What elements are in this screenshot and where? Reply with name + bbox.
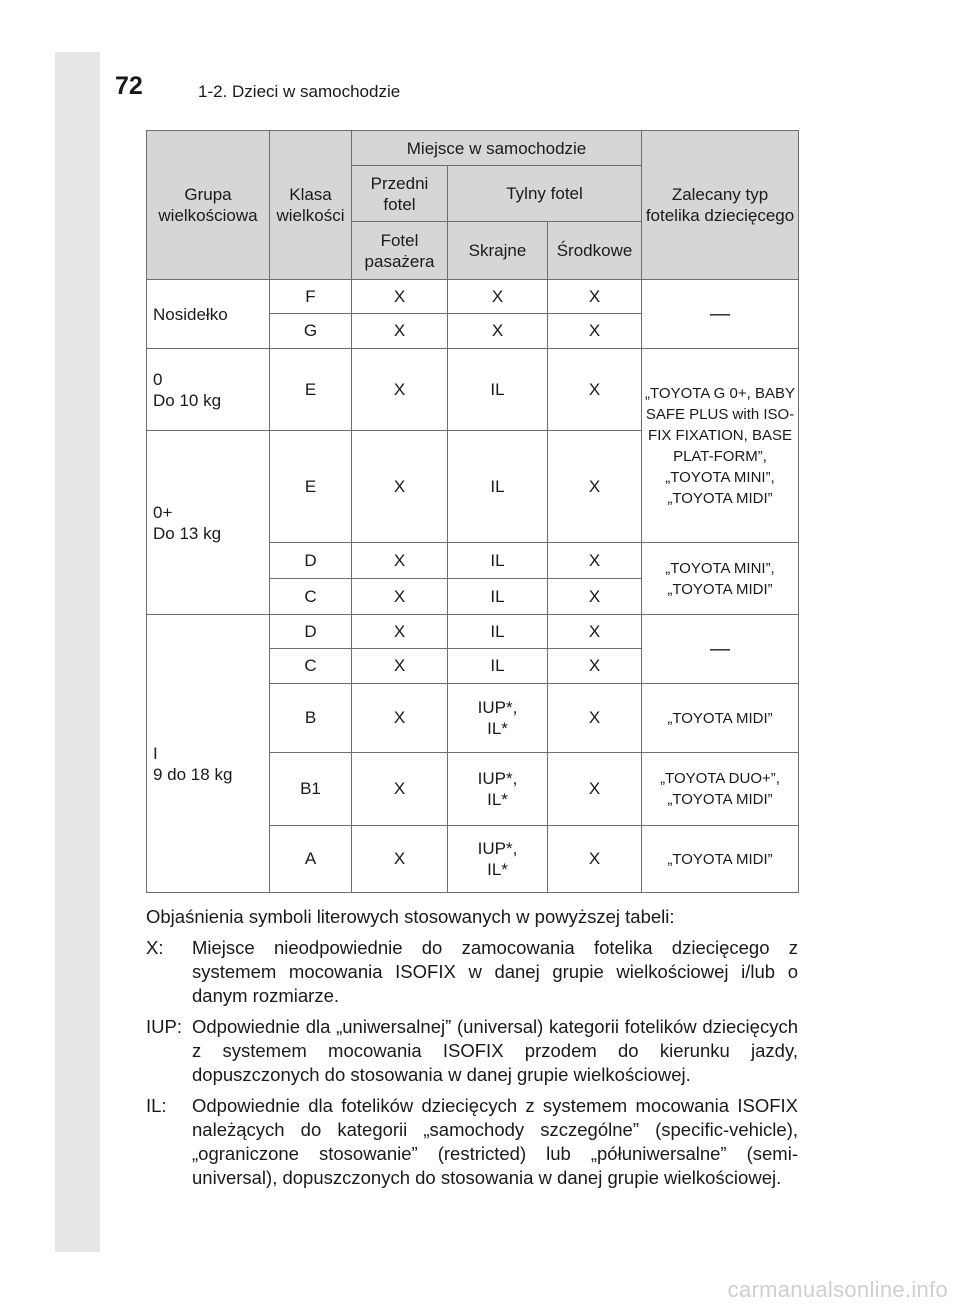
table-row bbox=[147, 349, 799, 431]
cell: X bbox=[548, 431, 642, 543]
cell: IUP*, IL* bbox=[448, 753, 548, 826]
th-recommended: Zalecany typ fotelika dziecięcego bbox=[642, 131, 799, 280]
group-weight: Do 13 kg bbox=[153, 523, 222, 543]
legend-notes bbox=[146, 905, 798, 1197]
cell: X bbox=[548, 579, 642, 615]
recommended-cell: „TOYOTA DUO+”, „TOYOTA MIDI” bbox=[642, 753, 799, 826]
cell: X bbox=[448, 280, 548, 314]
note-key: X: bbox=[146, 937, 164, 958]
note-text: Odpowiednie dla „uniwersalnej” (universal) kategorii fotelików dziecięcych z systemem mocowania ISOFIX przodem do kierunku jazdy, dopuszczonych do stosowania w danej grupie wielkościowej. bbox=[192, 1016, 798, 1085]
cell: IUP*, IL* bbox=[448, 684, 548, 753]
cell: X bbox=[352, 579, 448, 615]
cell: X bbox=[548, 684, 642, 753]
note-key: IUP: bbox=[146, 1016, 182, 1037]
cell: X bbox=[352, 280, 448, 314]
cell: IL bbox=[448, 349, 548, 431]
recommended-cell: „TOYOTA MINI”, „TOYOTA MIDI” bbox=[642, 543, 799, 615]
group-cell: Nosidełko bbox=[147, 280, 270, 349]
group-cell bbox=[147, 431, 270, 615]
table-row bbox=[147, 280, 799, 314]
class-cell: A bbox=[270, 826, 352, 893]
class-cell: C bbox=[270, 579, 352, 615]
class-cell: B1 bbox=[270, 753, 352, 826]
group-weight: 9 do 18 kg bbox=[153, 764, 233, 784]
note-item-iup bbox=[146, 1015, 798, 1087]
th-middle: Środkowe bbox=[548, 222, 642, 280]
recommended-cell: „TOYOTA MIDI” bbox=[642, 684, 799, 753]
cell: X bbox=[352, 349, 448, 431]
group-cell bbox=[147, 615, 270, 893]
th-class: Klasa wielkości bbox=[270, 131, 352, 280]
cell: IL bbox=[448, 543, 548, 579]
cell: X bbox=[548, 753, 642, 826]
group-label: I bbox=[153, 743, 158, 763]
note-item-il bbox=[146, 1094, 798, 1190]
cell: X bbox=[352, 753, 448, 826]
recommended-cell: „TOYOTA G 0+, BABY SAFE PLUS with ISO-FIX FIXATION, BASE PLAT-FORM”, „TOYOTA MINI”, „TOYOTA MIDI” bbox=[642, 349, 799, 543]
cell: X bbox=[548, 543, 642, 579]
group-label: 0+ bbox=[153, 502, 173, 522]
cell: X bbox=[548, 649, 642, 684]
note-key: IL: bbox=[146, 1095, 167, 1116]
cell: IL bbox=[448, 579, 548, 615]
notes-intro: Objaśnienia symboli literowych stosowanych w powyższej tabeli: bbox=[146, 906, 675, 927]
th-front: Przedni fotel bbox=[352, 166, 448, 222]
cell: X bbox=[352, 615, 448, 649]
cell: X bbox=[352, 649, 448, 684]
cell: X bbox=[352, 314, 448, 349]
page-number: 72 bbox=[115, 72, 143, 100]
class-cell: E bbox=[270, 431, 352, 543]
class-cell: D bbox=[270, 543, 352, 579]
group-weight: Do 10 kg bbox=[153, 390, 222, 410]
recommended-cell: „TOYOTA MIDI” bbox=[642, 826, 799, 893]
cell: X bbox=[352, 431, 448, 543]
section-title: 1-2. Dzieci w samochodzie bbox=[198, 82, 401, 101]
th-group: Grupa wielkościowa bbox=[147, 131, 270, 280]
class-cell: C bbox=[270, 649, 352, 684]
cell: X bbox=[548, 314, 642, 349]
cell: X bbox=[548, 826, 642, 893]
watermark: carmanualsonline.info bbox=[727, 1277, 948, 1302]
class-cell: F bbox=[270, 280, 352, 314]
class-cell: B bbox=[270, 684, 352, 753]
note-text: Odpowiednie dla fotelików dziecięcych z systemem mocowania ISOFIX należących do kategorii „samochody szczególne” (specific-vehicle), „ograniczone stosowanie” (restricted) lub „półuniwersalne” (semi-universal), dopuszczonych do stosowania w danej grupie wielkościowej. bbox=[192, 1095, 798, 1188]
th-outer: Skrajne bbox=[448, 222, 548, 280]
th-location: Miejsce w samochodzie bbox=[352, 131, 642, 166]
th-rear: Tylny fotel bbox=[448, 166, 642, 222]
cell: IL bbox=[448, 431, 548, 543]
cell: X bbox=[352, 543, 448, 579]
cell: X bbox=[448, 314, 548, 349]
th-passenger: Fotel pasażera bbox=[352, 222, 448, 280]
note-text: Miejsce nieodpowiednie do zamocowania fotelika dziecięcego z systemem mocowania ISOFIX w danej grupie wielkościowej i/lub o danym rozmiarze. bbox=[192, 937, 798, 1006]
side-tab-bar bbox=[55, 52, 100, 1252]
class-cell: E bbox=[270, 349, 352, 431]
class-cell: G bbox=[270, 314, 352, 349]
table-row bbox=[147, 615, 799, 649]
cell: X bbox=[352, 826, 448, 893]
group-label: 0 bbox=[153, 369, 163, 389]
cell: IL bbox=[448, 615, 548, 649]
cell: IUP*, IL* bbox=[448, 826, 548, 893]
recommended-cell: — bbox=[642, 615, 799, 684]
class-cell: D bbox=[270, 615, 352, 649]
cell: X bbox=[352, 684, 448, 753]
note-item-x bbox=[146, 936, 798, 1008]
child-seat-table bbox=[146, 130, 799, 893]
cell: X bbox=[548, 349, 642, 431]
group-cell bbox=[147, 349, 270, 431]
recommended-cell: — bbox=[642, 280, 799, 349]
cell: X bbox=[548, 615, 642, 649]
cell: X bbox=[548, 280, 642, 314]
cell: IL bbox=[448, 649, 548, 684]
